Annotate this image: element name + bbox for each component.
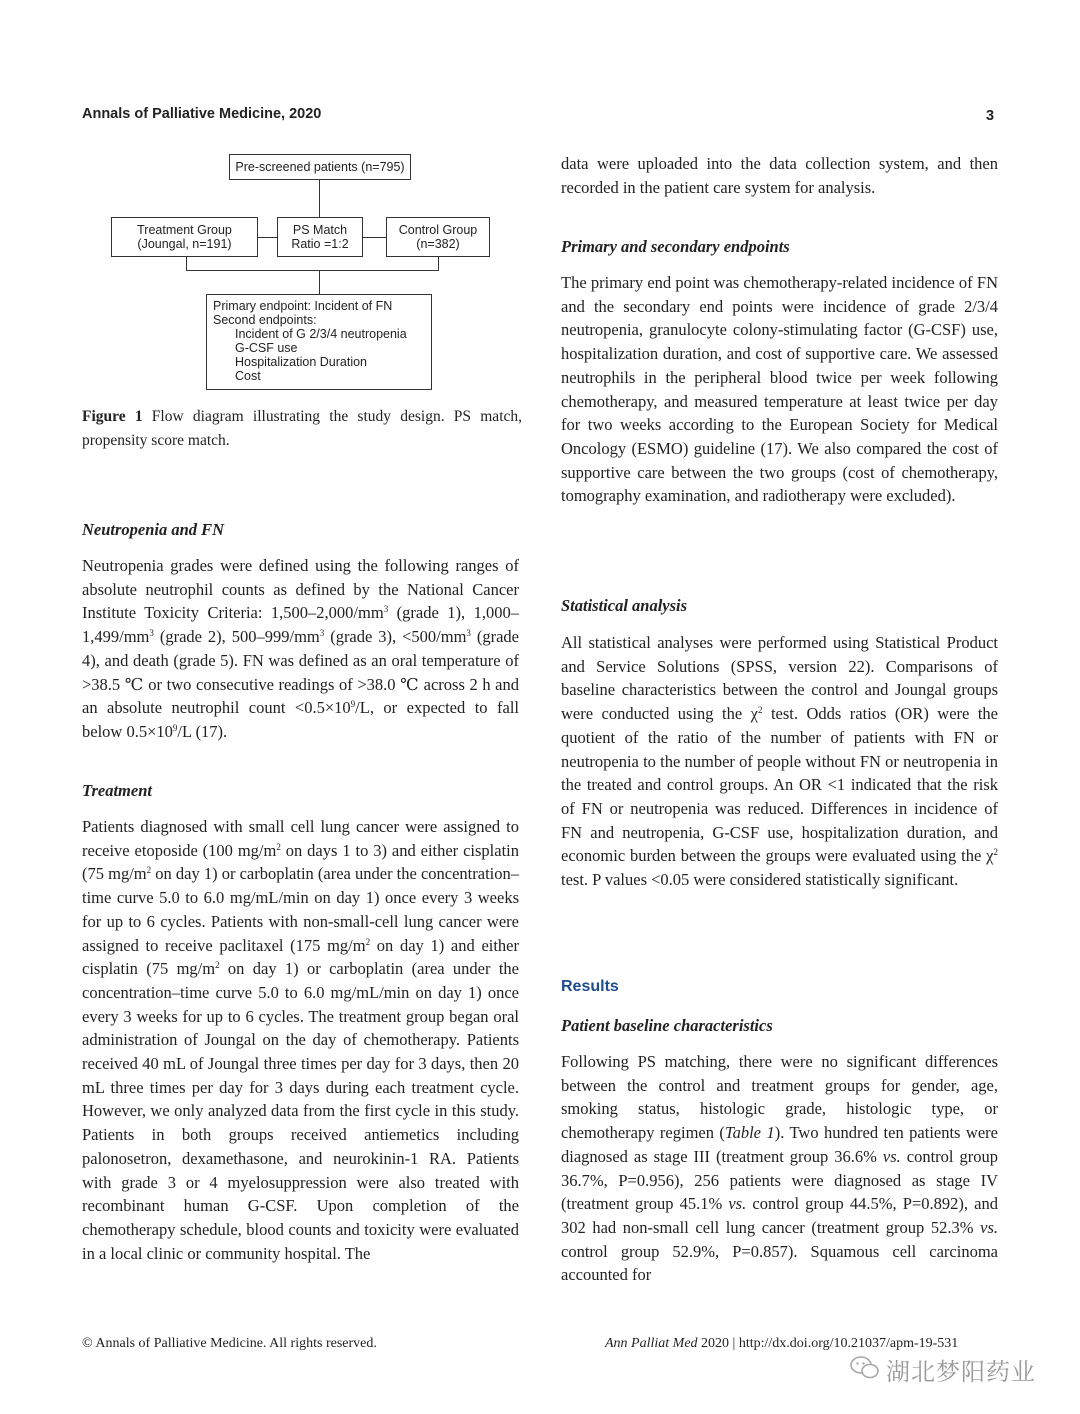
prescreened-label: Pre-screened patients (n=795)	[235, 160, 405, 174]
baseline-paragraph: Following PS matching, there were no significant differences between the control and treatment groups for gender, age, smoking status, histologic grade, histologic type, or chemotherapy regimen (Table 1). Two hundred ten patients were diagnosed as stage III (treatment group 36.6% vs. control group 36.7%, P=0.956), 256 patients were diagnosed as stage IV (treatment group 45.1% vs. control group 44.5%, P=0.892), and 302 had non-small cell lung cancer (treatment group 52.3% vs. control group 52.9%, P=0.857). Squamous cell carcinoma accounted for	[561, 1052, 998, 1285]
baseline-heading: Patient baseline characteristics	[561, 1016, 773, 1035]
figure-caption-text: Flow diagram illustrating the study design. PS match, propensity score match.	[82, 408, 523, 449]
stats-heading: Statistical analysis	[561, 596, 688, 615]
neutropenia-heading: Neutropenia and FN	[82, 520, 225, 539]
ps-match-line1: PS Match	[292, 223, 348, 237]
treatment-group-line2: (Joungal, n=191)	[137, 237, 232, 251]
treatment-paragraph: Patients diagnosed with small cell lung cancer were assigned to receive etoposide (100 $mg/m^2$ on days 1 to 3) and either cisplatin (75 $mg/m^2$ on day 1) or carboplatin (area under the concentration–time curve 5.0 to 6.0 mg/mL/min on day 1) once every 3 weeks for up to 6 cycles. Patients with non-small-cell lung cancer were assigned to receive paclitaxel (175 $mg/m^2$ on day 1) and either cisplatin (75 $mg/m^2$ on day 1) or carboplatin (area under the concentration–time curve 5.0 to 6.0 mg/mL/min on day 1) once every 3 weeks for up to 6 cycles. The treatment group began oral administration of Joungal on the day of chemotherapy. Patients received 40 mL of Joungal three times per day for 3 days, then 20 mL three times per day for 3 days during each treatment cycle. However, we only analyzed data from the first cycle in this study. Patients in both groups received antiemetics including palonosetron, dexamethasone, and neurokinin-1 RA. Patients with grade 3 or 4 myelosuppression were also treated with recombinant human G-CSF. Upon completion of the chemotherapy schedule, blood counts and toxicity were evaluated in a local clinic or community hospital. The	[82, 817, 520, 1263]
treatment-heading: Treatment	[82, 781, 152, 800]
watermark: 湖北梦阳药业	[886, 1358, 1036, 1386]
second-endpoints-label: Second endpoints:	[213, 313, 317, 327]
prescreened-box	[229, 154, 411, 180]
endpoint-item-neutropenia: Incident of G 2/3/4 neutropenia	[235, 327, 407, 341]
primary-endpoint: Primary endpoint: Incident of FN	[213, 299, 393, 313]
connector-vertical-top	[319, 180, 320, 217]
citation-journal: Ann Palliat Med	[605, 1336, 698, 1351]
ps-match-line2: Ratio =1:2	[291, 237, 349, 251]
control-group-box	[386, 217, 490, 257]
table-reference[interactable]: Table 1	[724, 1123, 775, 1143]
control-group-line2: (n=382)	[416, 237, 460, 251]
citation-doi[interactable]: 2020 | http://dx.doi.org/10.21037/apm-19-531	[697, 1336, 959, 1351]
treatment-group-box	[111, 217, 258, 257]
page-number: 3	[986, 108, 995, 124]
endpoint-item-cost: Cost	[235, 369, 261, 383]
endpoint-item-gcsf: G-CSF use	[235, 341, 298, 355]
stats-paragraph: All statistical analyses were performed using Statistical Product and Service Solutions (SPSS, version 22). Comparisons of baseline characteristics between the control and Joungal groups were conducted using the $\chi^2$ test. Odds ratios (OR) were the quotient of the ratio of the number of patients with FN or neutropenia to the number of people without FN or neutropenia in the treated and control groups. An OR <1 indicated that the risk of FN or neutropenia was reduced. Differences in incidence of FN and neutropenia, G-CSF use, hospitalization duration, and economic burden between the groups were evaluated using the $\chi^2$ test. P values <0.05 were considered statistically significant.	[561, 633, 998, 890]
control-group-line1: Control Group	[398, 223, 478, 237]
treatment-group-line1: Treatment Group	[137, 223, 232, 237]
results-heading: Results	[561, 978, 619, 995]
connector-right-down	[438, 257, 439, 270]
endpoints-box	[206, 294, 432, 390]
connector-right	[363, 237, 386, 238]
connector-left-down	[186, 257, 187, 270]
copyright: © Annals of Palliative Medicine. All rights reserved.	[82, 1336, 377, 1351]
journal-title: Annals of Palliative Medicine, 2020	[82, 106, 322, 122]
endpoints-paragraph: The primary end point was chemotherapy-related incidence of FN and the secondary end points were incidence of grade 2/3/4 neutropenia, granulocyte colony-stimulating factor (G-CSF) use, hospitalization duration, and cost of supportive care. We assessed neutrophils in the peripheral blood twice per week following chemotherapy, and measured temperature at least twice per day for two weeks according to the European Society for Medical Oncology (ESMO) guideline (17). We also compared the cost of supportive care between the two groups (cost of chemotherapy, tomography examination, and radiotherapy were excluded).	[561, 273, 998, 506]
connector-left	[258, 237, 277, 238]
connector-vertical-bottom	[319, 270, 320, 294]
endpoint-item-hospitalization: Hospitalization Duration	[235, 355, 368, 369]
connector-horizontal-bottom	[186, 270, 439, 271]
neutropenia-paragraph: Neutropenia grades were defined using the following ranges of absolute neutrophil counts as defined by the National Cancer Institute Toxicity Criteria: $1,500-2,000/mm^3$ (grade 1), $1,000-1,499/mm^3$ (grade 2), $500-999/mm^3$ (grade 3), $<500/mm^3$ (grade 4), and death (grade 5). FN was defined as an oral temperature of >38.5 ℃ or two consecutive readings of >38.0 ℃ across 2 h and an absolute neutrophil count $<0.5\times 10^9/L$, or expected to fall below $0.5\times 10^9/L$ (17).	[82, 556, 520, 741]
citation	[605, 1336, 958, 1352]
figure-caption-label: Figure 1	[82, 408, 143, 425]
wechat-icon	[850, 1355, 880, 1381]
ps-match-box	[277, 217, 363, 257]
figure-caption	[82, 405, 522, 453]
endpoints-heading: Primary and secondary endpoints	[561, 237, 790, 256]
data-upload-paragraph: data were uploaded into the data collection system, and then recorded in the patient care system for analysis.	[561, 154, 998, 197]
